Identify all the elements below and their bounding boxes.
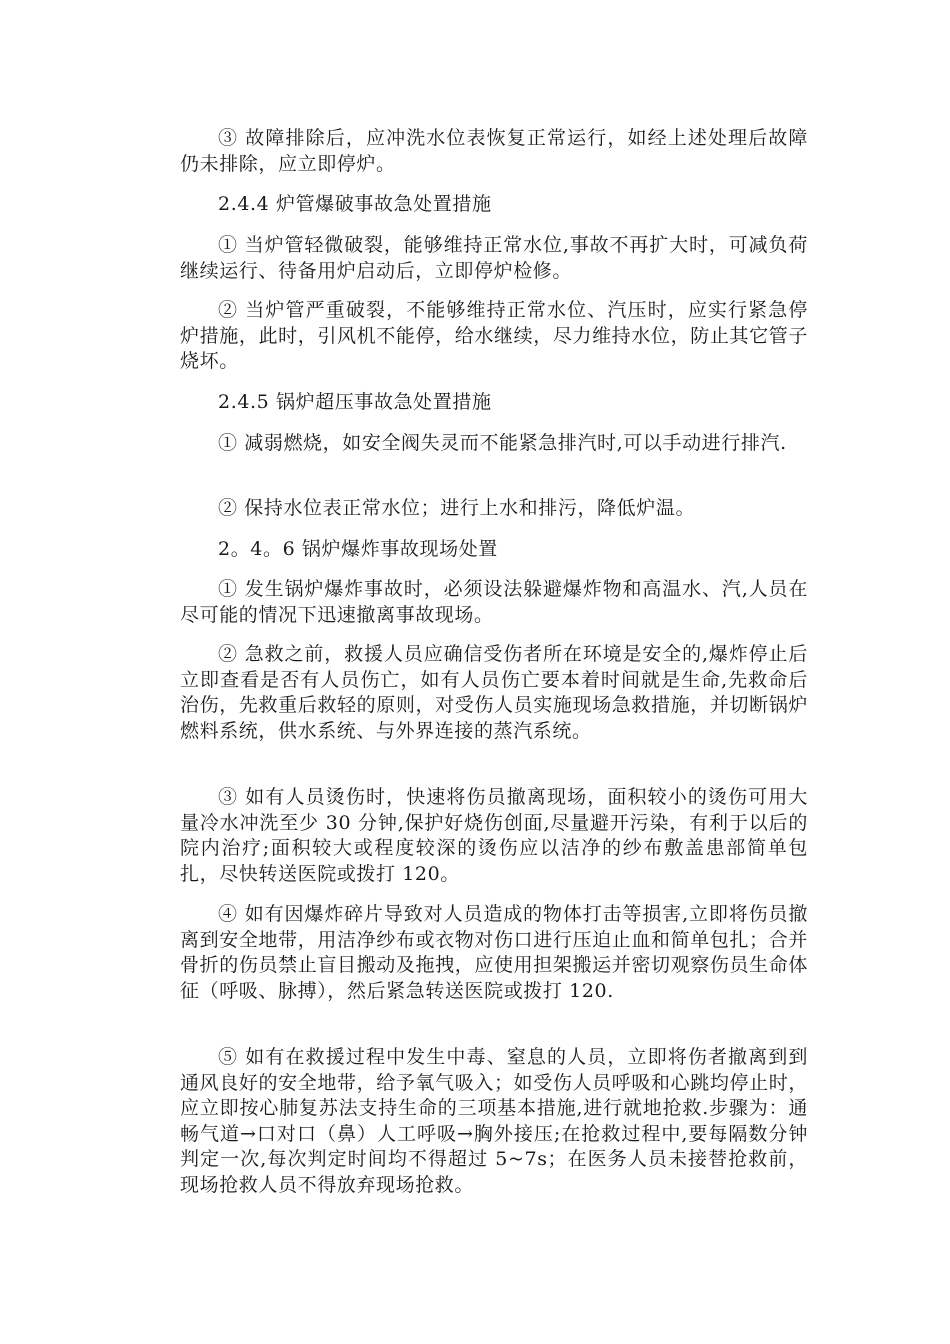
section-heading-2-4-6: 2。4。6 锅炉爆炸事故现场处置 (218, 538, 498, 560)
paragraph-fault-clearance: ③ 故障排除后，应冲洗水位表恢复正常运行，如经上述处理后故障仍未排除，应立即停炉。 (180, 127, 808, 175)
paragraph-poisoning-cpr: ⑤ 如有在救援过程中发生中毒、窒息的人员，立即将伤者撤离到到通风良好的安全地带，给予氧气吸入；如受伤人员呼吸和心跳均停止时，应立即按心肺复苏法支持生命的三项基本措施,进行就地抢救.步骤为：通畅气道→口对口（鼻）人工呼吸→胸外接压;在抢救过程中,要每隔数分钟判定一次,每次判定时间均不得超过 5~7s；在医务人员未接替抢救前，现场抢救人员不得放弃现场抢救。 (180, 1046, 808, 1196)
paragraph-injuries: ④ 如有因爆炸碎片导致对人员造成的物体打击等损害,立即将伤员撤离到安全地带，用洁净纱布或衣物对伤口进行压迫止血和简单包扎；合并骨折的伤员禁止盲目搬动及拖拽，应使用担架搬运并密切观察伤员生命体征（呼吸、脉搏），然后紧急转送医院或拨打 120. (180, 903, 808, 1002)
section-heading-2-4-4: 2.4.4 炉管爆破事故急处置措施 (218, 193, 492, 215)
paragraph-minor-rupture: ① 当炉管轻微破裂，能够维持正常水位,事故不再扩大时，可减负荷继续运行、待备用炉启动后，立即停炉检修。 (180, 234, 808, 282)
section-heading-2-4-5: 2.4.5 锅炉超压事故急处置措施 (218, 391, 492, 413)
paragraph-burns: ③ 如有人员烫伤时，快速将伤员撤离现场，面积较小的烫伤可用大量冷水冲洗至少 30 分钟,保护好烧伤创面,尽量避开污染，有利于以后的院内治疗;面积较大或程度较深的烫伤应以洁净的纱布敷盖患部简单包扎，尽快转送医院或拨打 120。 (180, 786, 808, 885)
paragraph-reduce-combustion: ① 减弱燃烧，如安全阀失灵而不能紧急排汽时,可以手动进行排汽. (218, 432, 787, 454)
paragraph-severe-rupture: ② 当炉管严重破裂，不能够维持正常水位、汽压时，应实行紧急停炉措施，此时，引风机不能停，给水继续，尽力维持水位，防止其它管子烧坏。 (180, 299, 808, 372)
paragraph-explosion-evacuate: ① 发生锅炉爆炸事故时，必须设法躲避爆炸物和高温水、汽,人员在尽可能的情况下迅速撤离事故现场。 (180, 578, 808, 626)
paragraph-keep-water-level: ② 保持水位表正常水位；进行上水和排污，降低炉温。 (218, 497, 696, 519)
paragraph-first-aid: ② 急救之前，救援人员应确信受伤者所在环境是安全的,爆炸停止后立即查看是否有人员伤亡，如有人员伤亡要本着时间就是生命,先救命后治伤，先救重后救轻的原则，对受伤人员实施现场急救措施，并切断锅炉燃料系统，供水系统、与外界连接的蒸汽系统。 (180, 643, 808, 742)
